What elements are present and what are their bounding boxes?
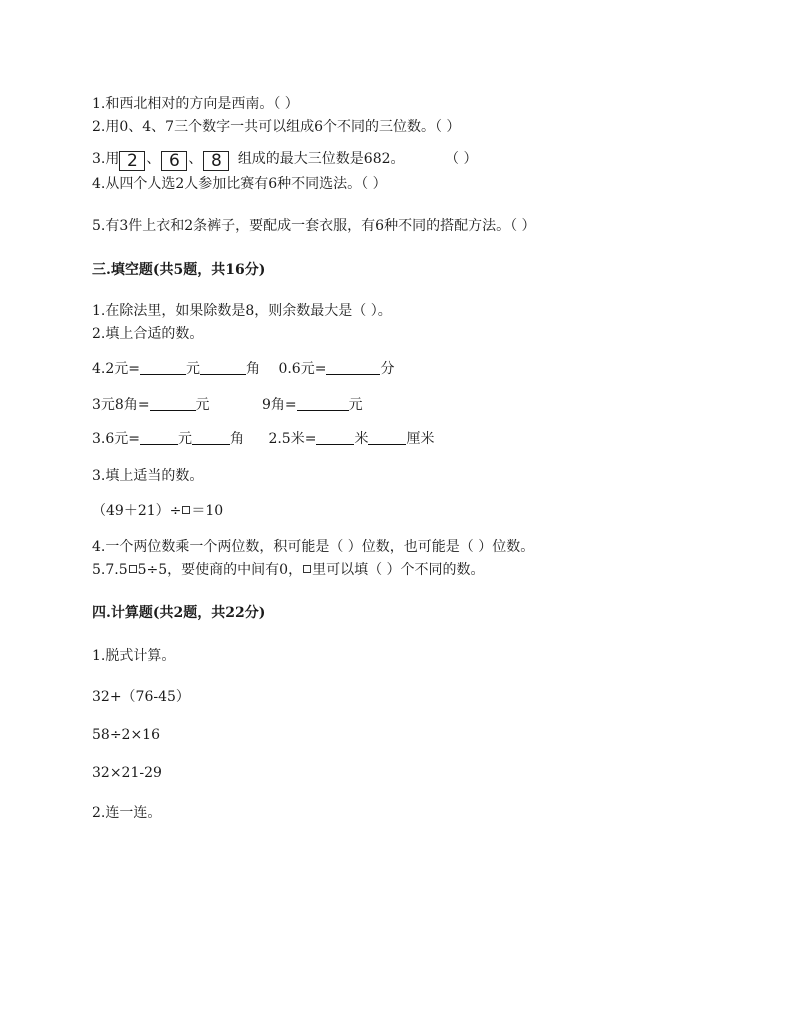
fill-question-2: 2.填上合适的数。 — [92, 326, 204, 342]
digit-separator: 、 — [188, 151, 203, 167]
judge-question-5: 5.有3件上衣和2条裤子，要配成一套衣服，有6种不同的搭配方法。（ ） — [92, 218, 536, 234]
fill-row2-a: 3元8角= — [92, 397, 150, 413]
fill-q5-a: 5.7.5 — [92, 562, 128, 578]
expr-right: ＝10 — [191, 503, 224, 519]
fill-row2-d: 9角= — [262, 397, 297, 413]
answer-blank[interactable] — [368, 430, 406, 445]
fill-q5-b: 5÷5，要使商的中间有0， — [137, 562, 303, 578]
expr-left: （49＋21）÷ — [92, 503, 182, 519]
answer-blank[interactable] — [140, 430, 178, 445]
section-heading-fill: 三.填空题(共5题，共16分) — [92, 262, 266, 278]
fill-question-1: 1.在除法里，如果除数是8，则余数最大是（ ）。 — [92, 303, 392, 319]
answer-blank[interactable] — [326, 360, 380, 375]
fill-row3-f: 厘米 — [406, 431, 435, 447]
digit-card-1: 2 — [119, 151, 145, 171]
fill-question-4: 4.一个两位数乘一个两位数，积可能是（ ）位数，也可能是（ ）位数。 — [92, 539, 535, 555]
calc-question-2: 2.连一连。 — [92, 805, 162, 821]
blank-square[interactable] — [303, 565, 311, 573]
answer-blank[interactable] — [140, 360, 186, 375]
judge-q3-paren: （ ） — [445, 151, 478, 167]
fill-row3-c: 角 — [230, 431, 244, 447]
fill-question-5 — [92, 561, 485, 579]
answer-blank[interactable] — [200, 360, 246, 375]
blank-square[interactable] — [129, 565, 137, 573]
fill-row1-e: 分 — [380, 361, 395, 377]
fill-row3-a: 3.6元= — [92, 431, 140, 447]
answer-blank[interactable] — [316, 430, 354, 445]
fill-row1-b: 元 — [186, 361, 200, 377]
fill-row3-b: 元 — [178, 431, 192, 447]
answer-blank[interactable] — [150, 396, 196, 411]
judge-q3-prefix: 3.用 — [92, 151, 120, 167]
fill-row3-d: 2.5米= — [268, 431, 317, 447]
judge-question-2: 2.用0、4、7三个数字一共可以组成6个不同的三位数。（ ） — [92, 119, 461, 135]
calc-expression-3: 32×21-29 — [92, 765, 162, 781]
fill-row-2 — [92, 396, 363, 414]
fill-row3-e: 米 — [354, 431, 369, 447]
fill-q5-c: 里可以填（ ）个不同的数。 — [312, 562, 485, 578]
fill-row1-a: 4.2元= — [92, 361, 140, 377]
fill-q3-expression — [92, 502, 223, 520]
blank-square[interactable] — [182, 506, 190, 514]
answer-blank[interactable] — [192, 430, 230, 445]
calc-expression-1: 32+（76-45） — [92, 689, 190, 705]
fill-row2-b: 元 — [195, 397, 210, 413]
digit-card-3: 8 — [203, 151, 229, 171]
judge-q3-suffix: 组成的最大三位数是682。 — [237, 151, 405, 167]
fill-question-3: 3.填上适当的数。 — [92, 468, 204, 484]
fill-row2-e: 元 — [348, 397, 363, 413]
fill-row-1 — [92, 360, 394, 378]
digit-separator: 、 — [146, 151, 161, 167]
calc-expression-2: 58÷2×16 — [92, 727, 160, 743]
answer-blank[interactable] — [297, 396, 349, 411]
judge-question-3 — [92, 150, 477, 171]
fill-row1-d: 0.6元= — [278, 361, 327, 377]
section-heading-calc: 四.计算题(共2题，共22分) — [92, 605, 266, 621]
fill-row1-c: 角 — [246, 361, 260, 377]
calc-question-1: 1.脱式计算。 — [92, 648, 176, 664]
judge-question-1: 1.和西北相对的方向是西南。（ ） — [92, 96, 299, 112]
judge-question-4: 4.从四个人选2人参加比赛有6种不同选法。（ ） — [92, 176, 387, 192]
fill-row-3 — [92, 430, 434, 448]
digit-card-2: 6 — [161, 151, 187, 171]
